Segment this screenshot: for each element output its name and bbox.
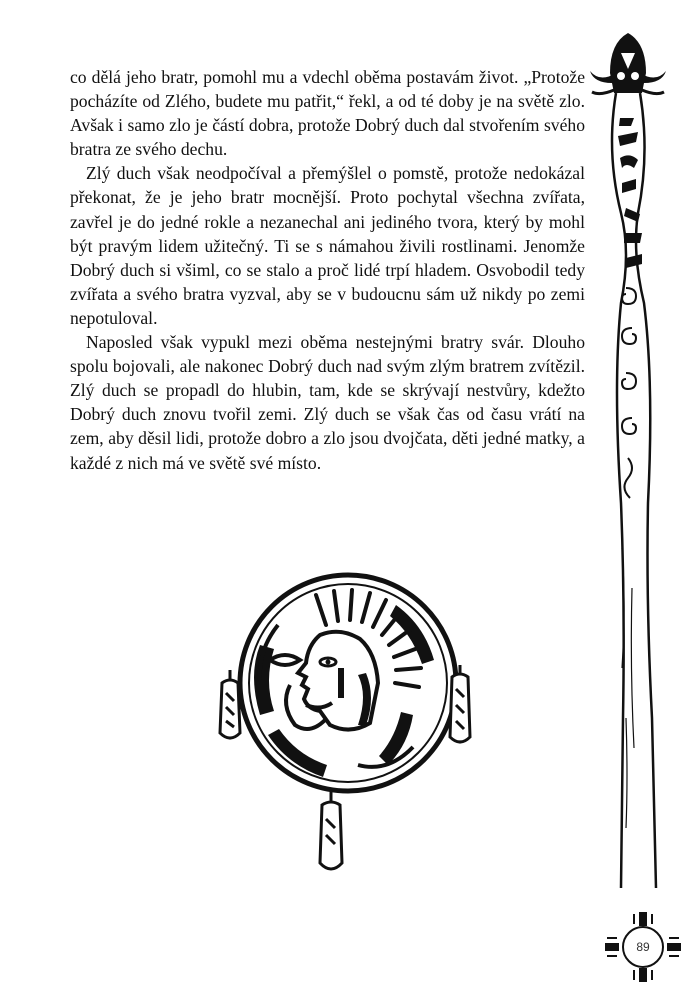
paragraph-1: co dělá jeho bratr, pomohl mu a vdechl oběma postavám život. „Protože pocházíte od Zlého, budete mu patřit,“ řekl, a od té doby je na světě zlo. Avšak i samo zlo je částí dobra, protože Dobrý duch dal stvořením svého bratra ze svého dechu. [70, 67, 585, 160]
paragraph-2: Zlý duch však neodpočíval a přemýšlel o pomstě, protože nedokázal překonat, že je jeho bratr mocnější. Proto pochytal všechna zvířata, zavřel je do jedné rokle a nezanechal ani jediného tvora, který by mohl být pravým lidem užitečný. Ti se s námahou živili rostlinami. Jenomže Dobrý duch si všiml, co se stalo a proč lidé trpí hladem. Osvobodil tedy zvířata a svého bratra vyzval, aby se v budoucnu sám už nikdy po zemi nepotuloval. [70, 163, 585, 328]
page-number: 89 [636, 940, 650, 954]
body-text [70, 65, 585, 475]
shield-illustration [208, 565, 493, 890]
paragraph-3: Naposled však vypukl mezi oběma nestejnými bratry svár. Dlouho spolu bojovali, ale nakonec Dobrý duch nad svým zlým bratrem zvítězil. Zlý duch se propadl do hlubin, tam, kde se skrývají nestvůry, kdežto Dobrý duch znovu tvořil zemi. Zlý duch se však čas od času vrátí na zem, aby děsil lidi, protože dobro a zlo jsou dvojčata, děti jedné matky, a každé z nich má ve světě své místo. [70, 332, 585, 473]
totem-pole-illustration [588, 28, 668, 898]
